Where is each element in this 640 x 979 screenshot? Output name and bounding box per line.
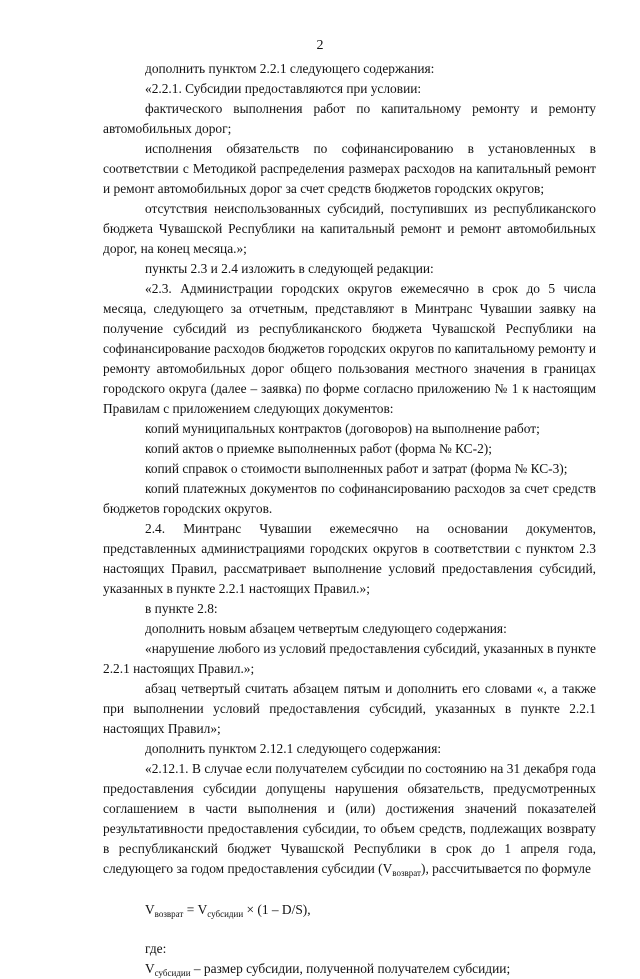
paragraph: в пункте 2.8: [145, 601, 218, 616]
paragraph: копий платежных документов по софинансированию расходов за счет средств бюджетов городских округов. [103, 481, 596, 516]
paragraph: пункты 2.3 и 2.4 изложить в следующей редакции: [145, 261, 434, 276]
formula-equals: = V [183, 902, 208, 917]
definition-text: – размер субсидии, полученной получателем субсидии; [190, 961, 511, 976]
paragraph: «2.2.1. Субсидии предоставляются при условии: [145, 81, 422, 96]
formula-rest: × (1 – D/S), [243, 902, 311, 917]
paragraph: фактического выполнения работ по капитальному ремонту и ремонту автомобильных дорог; [103, 101, 596, 136]
definition-symbol: V [145, 961, 155, 976]
formula-subscript: возврат [154, 909, 184, 919]
formula [103, 900, 596, 920]
paragraph: копий справок о стоимости выполненных работ и затрат (форма № КС-3); [145, 461, 568, 476]
paragraph: абзац четвертый считать абзацем пятым и дополнить его словами «, а также при выполнении условий предоставления субсидий, указанных в пункте 2.2.1 настоящих Правил»; [103, 681, 596, 736]
paragraph-text: «2.12.1. В случае если получателем субсидии по состоянию на 31 декабря года предоставления субсидии допущены нарушения обязательств, предусмотренных соглашением в части выполнения и (или) достижения значений показателей результативности предоставления субсидии, то объем средств, подлежащих возврату в республиканский бюджет Чувашской Республики в срок до 1 апреля года, следующего за годом предоставления субсидии (V [103, 761, 596, 876]
where-label: где: [145, 941, 167, 956]
paragraph: дополнить новым абзацем четвертым следующего содержания: [145, 621, 507, 636]
paragraph: «нарушение любого из условий предоставления субсидий, указанных в пункте 2.2.1 настоящих Правил.»; [103, 641, 596, 676]
formula-symbol: V [145, 902, 155, 917]
definition [103, 959, 596, 979]
paragraph: копий актов о приемке выполненных работ (форма № КС-2); [145, 441, 492, 456]
page-number: 2 [316, 38, 324, 53]
paragraph: дополнить пунктом 2.2.1 следующего содержания: [145, 61, 435, 76]
definition-subscript: субсидии [154, 968, 191, 978]
paragraph-tail: ), рассчитывается по формуле [420, 861, 591, 876]
paragraph: копий муниципальных контрактов (договоров) на выполнение работ; [145, 421, 540, 436]
paragraph: дополнить пунктом 2.12.1 следующего содержания: [145, 741, 442, 756]
paragraph: «2.3. Администрации городских округов ежемесячно в срок до 5 числа месяца, следующего за отчетным, представляют в Минтранс Чувашии заявку на получение субсидий из республиканского бюджета Чувашской Республики на софинансирование расходов бюджетов городских округов по капитальному ремонту и ремонту автомобильных дорог общего пользования местного значения в границах городского округа (далее – заявка) по форме согласно приложению № 1 к настоящим Правилам с приложением следующих документов: [103, 281, 596, 416]
paragraph-2-12-1 [103, 759, 596, 879]
subscript: возврат [392, 868, 421, 878]
paragraph: исполнения обязательств по софинансированию в установленных в соответствии с Методикой распределения размерах расходов на капитальный ремонт и ремонт автомобильных дорог за счет средств бюджетов городских округов; [103, 141, 596, 196]
document-body [103, 59, 596, 979]
paragraph: 2.4. Минтранс Чувашии ежемесячно на основании документов, представленных администрациями городских округов в соответствии с пунктом 2.3 настоящих Правил, рассматривает выполнение условий предоставления субсидий, указанных в пункте 2.2.1 настоящих Правил.»; [103, 521, 596, 596]
paragraph: отсутствия неиспользованных субсидий, поступивших из республиканского бюджета Чувашской Республики на капитальный ремонт и ремонт автомобильных дорог, на конец месяца.»; [103, 201, 596, 256]
formula-subscript: субсидии [207, 909, 244, 919]
